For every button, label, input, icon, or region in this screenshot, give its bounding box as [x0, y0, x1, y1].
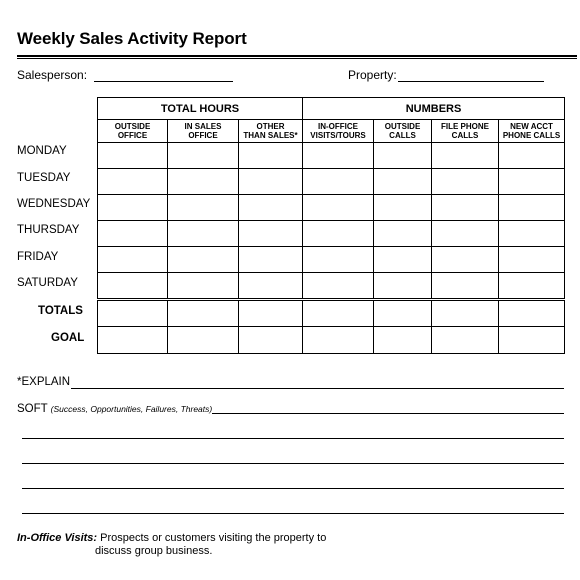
table-cell[interactable]	[499, 273, 565, 300]
table-cell[interactable]	[374, 273, 432, 300]
table-row	[98, 221, 565, 247]
row-label-totals: TOTALS	[38, 305, 83, 317]
table-cell[interactable]	[499, 221, 565, 247]
table-cell[interactable]	[239, 169, 303, 195]
column-header: IN SALES OFFICE	[168, 120, 239, 143]
table-cell[interactable]	[98, 143, 168, 169]
table-cell[interactable]	[98, 300, 168, 327]
table-cell[interactable]	[499, 300, 565, 327]
group-total-hours: TOTAL HOURS	[98, 98, 303, 120]
table-cell[interactable]	[499, 169, 565, 195]
table-row	[98, 143, 565, 169]
row-label-tuesday: TUESDAY	[17, 172, 71, 184]
table-cell[interactable]	[374, 247, 432, 273]
table-cell[interactable]	[168, 169, 239, 195]
table-cell[interactable]	[499, 247, 565, 273]
row-label-thursday: THURSDAY	[17, 224, 80, 236]
column-header: OUTSIDE OFFICE	[98, 120, 168, 143]
table-cell[interactable]	[239, 247, 303, 273]
table-cell[interactable]	[168, 143, 239, 169]
table-cell[interactable]	[98, 247, 168, 273]
table-cell[interactable]	[98, 273, 168, 300]
writing-line[interactable]	[22, 438, 564, 439]
column-header: IN-OFFICE VISITS/TOURS	[303, 120, 374, 143]
table-cell[interactable]	[98, 169, 168, 195]
table-cell[interactable]	[499, 195, 565, 221]
table-row-goal	[98, 327, 565, 354]
table-cell[interactable]	[432, 327, 499, 354]
salesperson-label: Salesperson:	[17, 68, 88, 82]
table-cell[interactable]	[499, 327, 565, 354]
table-column-header	[98, 120, 565, 143]
writing-line[interactable]	[22, 488, 564, 489]
row-label-wednesday: WEDNESDAY	[17, 198, 91, 210]
explain-line[interactable]	[71, 388, 564, 389]
title-rule-thick	[17, 55, 577, 57]
table-cell[interactable]	[98, 327, 168, 354]
soft-note: (Success, Opportunities, Failures, Threats)	[50, 404, 213, 414]
column-header: OUTSIDE CALLS	[374, 120, 432, 143]
column-header: NEW ACCT PHONE CALLS	[499, 120, 565, 143]
table-cell[interactable]	[499, 143, 565, 169]
table-row	[98, 195, 565, 221]
table-cell[interactable]	[303, 221, 374, 247]
footnote-term: In-Office Visits:	[17, 532, 98, 544]
row-label-friday: FRIDAY	[17, 251, 59, 263]
table-cell[interactable]	[239, 143, 303, 169]
writing-line[interactable]	[22, 513, 564, 514]
table-cell[interactable]	[374, 300, 432, 327]
table-cell[interactable]	[432, 273, 499, 300]
property-label: Property:	[348, 68, 397, 82]
table-cell[interactable]	[239, 221, 303, 247]
footnote	[17, 532, 347, 558]
activity-table	[97, 97, 565, 354]
explain-label: *EXPLAIN	[17, 376, 71, 388]
table-cell[interactable]	[98, 195, 168, 221]
table-cell[interactable]	[432, 221, 499, 247]
table-row	[98, 273, 565, 300]
table-group-header	[98, 98, 565, 120]
table-cell[interactable]	[374, 327, 432, 354]
table-cell[interactable]	[374, 221, 432, 247]
table-cell[interactable]	[432, 169, 499, 195]
table-cell[interactable]	[303, 169, 374, 195]
table-cell[interactable]	[239, 300, 303, 327]
footnote-line1: Prospects or customers visiting the property to	[97, 532, 327, 544]
table-cell[interactable]	[168, 300, 239, 327]
table-cell[interactable]	[303, 300, 374, 327]
table-cell[interactable]	[303, 247, 374, 273]
title-rule-thin	[17, 58, 577, 59]
soft-label: SOFT (Success, Opportunities, Failures, Threats)	[17, 403, 213, 415]
table-cell[interactable]	[239, 273, 303, 300]
table-cell[interactable]	[303, 195, 374, 221]
group-numbers: NUMBERS	[303, 98, 565, 120]
row-label-saturday: SATURDAY	[17, 277, 78, 289]
table-cell[interactable]	[239, 327, 303, 354]
column-header: OTHER THAN SALES*	[239, 120, 303, 143]
column-header: FILE PHONE CALLS	[432, 120, 499, 143]
table-cell[interactable]	[303, 143, 374, 169]
row-label-monday: MONDAY	[17, 145, 67, 157]
table-cell[interactable]	[239, 195, 303, 221]
table-cell[interactable]	[374, 143, 432, 169]
soft-line[interactable]	[212, 413, 564, 414]
table-row-totals	[98, 300, 565, 327]
table-cell[interactable]	[374, 169, 432, 195]
footnote-line2: discuss group business.	[95, 545, 213, 557]
table-cell[interactable]	[168, 327, 239, 354]
table-cell[interactable]	[432, 300, 499, 327]
property-field[interactable]	[398, 81, 544, 82]
row-label-goal: GOAL	[51, 332, 85, 344]
table-cell[interactable]	[432, 247, 499, 273]
table-cell[interactable]	[432, 143, 499, 169]
table-row	[98, 169, 565, 195]
table-cell[interactable]	[168, 195, 239, 221]
table-cell[interactable]	[303, 273, 374, 300]
page-title: Weekly Sales Activity Report	[17, 29, 247, 48]
table-cell[interactable]	[303, 327, 374, 354]
table-cell[interactable]	[374, 195, 432, 221]
table-cell[interactable]	[432, 195, 499, 221]
table-cell[interactable]	[168, 221, 239, 247]
salesperson-field[interactable]	[94, 81, 233, 82]
table-row	[98, 247, 565, 273]
writing-line[interactable]	[22, 463, 564, 464]
table-cell[interactable]	[168, 273, 239, 300]
table-cell[interactable]	[98, 221, 168, 247]
table-cell[interactable]	[168, 247, 239, 273]
